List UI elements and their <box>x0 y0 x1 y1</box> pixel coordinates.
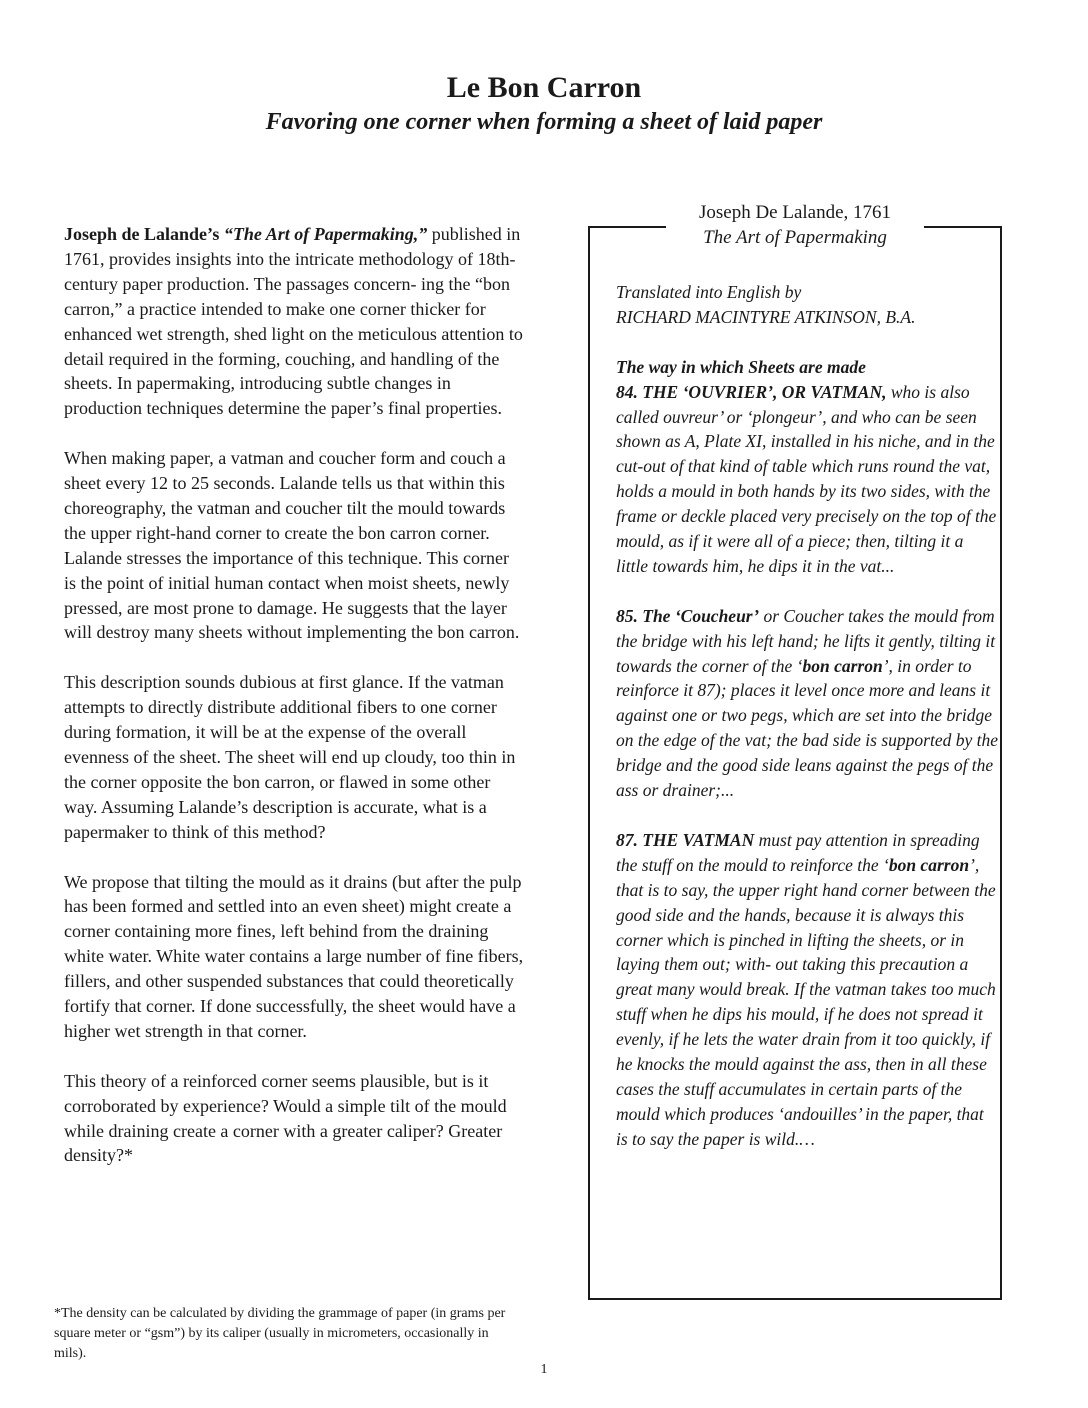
essay-paragraph-3: This description sounds dubious at first glance. If the vatman attempts to directly distribute additional fibers to one corner during formation, it will be at the expense of the overall evenness of the sheet. The sheet will end up cloudy, too thin in the corner opposite the bon carron, or flawed in some other way. Assuming Lalande’s description is accurate, what is a papermaker to think of this method? <box>64 672 516 842</box>
translated-by: Translated into English by <box>616 282 802 302</box>
excerpt-85-text-a: or Coucher takes the mould from the bridge with his left hand; he lifts it gently, tilting it towards the corner of the ‘ <box>616 605 996 676</box>
essay-paragraph-1 <box>64 222 524 421</box>
excerpt-85-text-b: ’, in order to reinforce it 87); places it level once more and leans it against one or two pegs, which are set into the bridge on the edge of the vat; the bad side is supported by the bridge and the good side leans against the pegs of the ass or drainer;... <box>616 655 999 801</box>
work-title: “The Art of Papermaking,” <box>223 224 428 244</box>
excerpt-85-lead: 85. The ‘Coucheur’ <box>616 605 760 626</box>
footnote: *The density can be calculated by dividing the grammage of paper (in grams per square meter or “gsm”) by its caliper (usually in micrometers, occasionally in mils). <box>54 1306 506 1361</box>
sidebar-excerpt <box>616 280 998 1177</box>
excerpt-87-text-a: must pay attention in spreading the stuff on the mould to reinforce the ‘ <box>616 829 980 875</box>
excerpt-87-term: bon carron <box>888 854 970 875</box>
essay-body <box>64 222 524 1193</box>
excerpt-84-text: who is also called ouvreur’ or ‘plongeur’, and who can be seen shown as A, Plate XI, installed in his niche, and in the cut-out of that kind of table which runs round the vat, holds a mould in both hands by its two sides, with the frame or deckle placed very precisely on the top of the mould, as if it were all of a piece; then, tilting it a little towards him, he dips it in the vat... <box>616 381 997 576</box>
sidebar-book-title: The Art of Papermaking <box>703 227 887 248</box>
essay-paragraph-2: When making paper, a vatman and coucher form and couch a sheet every 12 to 25 seconds. Lalande tells us that within this choreography, the vatman and coucher tilt the mould towards the upper right-hand corner to create the bon carron corner. Lalande stresses the importance of this technique. This corner is the point of initial human contact when moist sheets, newly pressed, are most prone to damage. He suggests that the layer will destroy many sheets without implementing the bon carron. <box>64 448 520 643</box>
excerpt-87-text-b: ’, that is to say, the upper right hand corner between the good side and the hands, because it is always this corner which is pinched in lifting the sheets, or in laying them out; with- out taking this precaution a great many would break. If the vatman takes too much stuff when he dips his mould, if he does not spread it evenly, if he lets the water drain from it too quickly, if he knocks the mould against the ass, then in all these cases the stuff accumulates in certain parts of the mould which produces ‘andouilles’ in the paper, that is to say the paper is wild.… <box>616 854 996 1149</box>
page-title: Le Bon Carron <box>446 71 642 104</box>
translator-credit <box>616 280 998 330</box>
section-heading: The way in which Sheets are made <box>616 356 866 377</box>
essay-paragraph-1-text: published in 1761, provides insights into the intricate methodology of 18th-century paper production. The passages concern- ing the “bon carron,” a practice intended to make one corner thicker for enhanced wet strength, shed light on the meticulous attention to detail required in the forming, couching, and handling of the sheets. In papermaking, introducing subtle changes in production techniques determine the paper’s final properties. <box>64 224 523 419</box>
essay-paragraph-4: We propose that tilting the mould as it drains (but after the pulp has been formed and settled into an even sheet) might create a corner containing more fines, left behind from the draining white water. White water contains a large number of fine fibers, fillers, and other suspended substances that could theoretically fortify that corner. If done successfully, the sheet would have a higher wet strength in that corner. <box>64 871 524 1041</box>
page-subtitle: Favoring one corner when forming a sheet of laid paper <box>265 109 823 135</box>
translator-name: RICHARD MACINTYRE ATKINSON, B.A. <box>616 306 916 327</box>
page-number: 1 <box>540 1362 548 1377</box>
excerpt-87 <box>616 828 998 1152</box>
sidebar-source: Joseph De Lalande, 1761 <box>698 202 892 223</box>
excerpt-84 <box>616 355 998 579</box>
author-name: Joseph de Lalande’s <box>64 224 220 244</box>
essay-paragraph-5: This theory of a reinforced corner seems plausible, but is it corroborated by experience? Would a simple tilt of the mould while draining create a corner with a greater caliper? Greater density?* <box>64 1070 507 1166</box>
excerpt-85-term: bon carron <box>802 655 883 676</box>
excerpt-84-lead: 84. THE ‘OUVRIER’, OR VATMAN, <box>616 381 887 402</box>
excerpt-87-lead: 87. THE VATMAN <box>616 829 755 850</box>
excerpt-85 <box>616 604 998 803</box>
sidebar-header <box>666 200 924 250</box>
